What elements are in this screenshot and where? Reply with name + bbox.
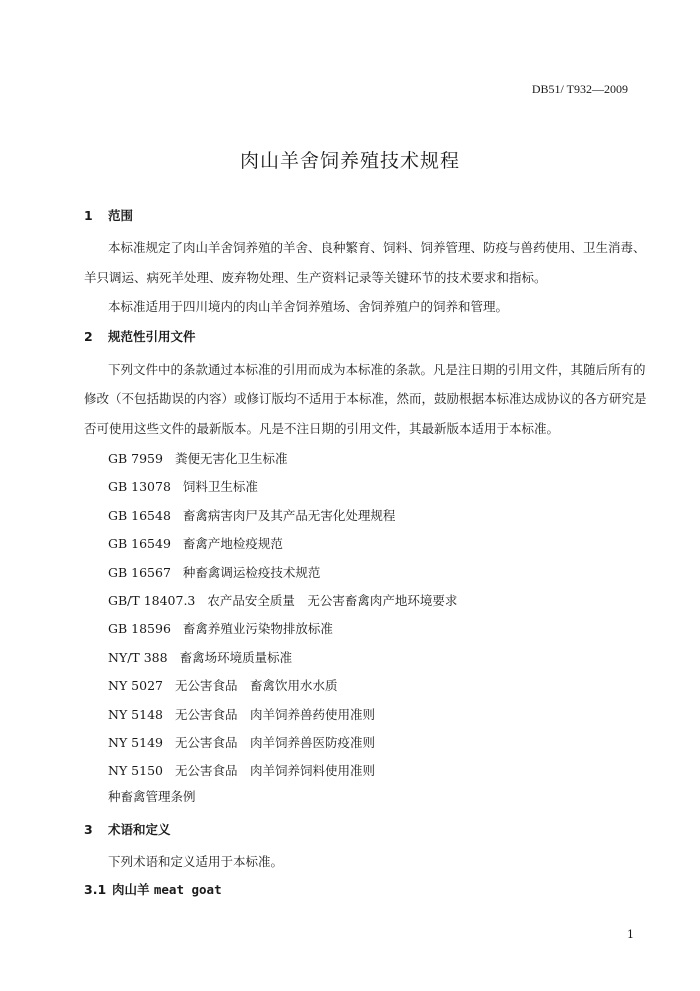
reference-title: 种畜禽调运检疫技术规范: [182, 565, 321, 580]
reference-item: [108, 534, 283, 552]
section-title: 范围: [108, 208, 134, 223]
reference-item: [108, 563, 320, 581]
section-2-heading: [84, 327, 196, 345]
reference-item: [108, 619, 333, 637]
reference-code: GB 16549: [108, 536, 171, 551]
reference-item: 种畜禽管理条例: [108, 789, 196, 804]
section-number: 2: [84, 329, 93, 344]
reference-title: 农产品安全质量 无公害畜禽肉产地环境要求: [207, 593, 458, 608]
paragraph-line: 修改（不包括勘误的内容）或修订版均不适用于本标准，然而，鼓励根据本标准达成协议的各方研究是: [84, 391, 647, 406]
reference-item: [108, 506, 395, 524]
document-code: DB51/ T932—2009: [531, 82, 628, 96]
reference-code: GB 16548: [108, 508, 171, 523]
reference-title: 畜禽养殖业污染物排放标准: [182, 621, 333, 636]
section-title: 规范性引用文件: [108, 329, 196, 344]
reference-item: [108, 477, 258, 495]
page-title: 肉山羊舍饲养殖技术规程: [239, 150, 460, 172]
reference-item: [108, 676, 338, 694]
reference-code: NY 5148: [108, 707, 163, 722]
term-en: meat goat: [153, 882, 222, 897]
reference-title: 无公害食品 肉羊饲养兽医防疫准则: [174, 735, 375, 750]
reference-code: NY 5150: [108, 763, 163, 778]
reference-title: 粪便无害化卫生标准: [174, 451, 288, 466]
reference-item: [108, 705, 375, 723]
reference-code: GB 16567: [108, 565, 171, 580]
paragraph-line: 羊只调运、病死羊处理、废弃物处理、生产资料记录等关键环节的技术要求和指标。: [84, 270, 547, 285]
reference-code: GB/T 18407.3: [108, 593, 196, 608]
page-number: 1: [627, 928, 634, 941]
reference-item: [108, 591, 457, 609]
reference-title: 无公害食品 肉羊饲养饲料使用准则: [174, 763, 375, 778]
paragraph-line: 本标准适用于四川境内的肉山羊舍饲养殖场、舍饲养殖户的饲养和管理。: [108, 299, 509, 314]
section-1-heading: [84, 206, 133, 224]
reference-code: GB 7959: [108, 451, 163, 466]
reference-item: [108, 761, 375, 779]
term-cn: 肉山羊: [112, 882, 150, 897]
reference-title: 饲料卫生标准: [182, 479, 258, 494]
reference-code: NY 5027: [108, 678, 163, 693]
reference-title: 畜禽产地检疫规范: [182, 536, 283, 551]
reference-title: 畜禽场环境质量标准: [179, 650, 293, 665]
reference-title: 无公害食品 肉羊饲养兽药使用准则: [174, 707, 375, 722]
reference-title: 畜禽病害肉尸及其产品无害化处理规程: [182, 508, 396, 523]
reference-code: GB 13078: [108, 479, 171, 494]
reference-code: NY/T 388: [108, 650, 168, 665]
term-3-1: [84, 880, 222, 898]
section-number: 1: [84, 208, 93, 223]
term-number: 3.1: [84, 882, 107, 897]
reference-title: 无公害食品 畜禽饮用水水质: [174, 678, 338, 693]
paragraph-line: 否可使用这些文件的最新版本。凡是不注日期的引用文件，其最新版本适用于本标准。: [84, 421, 560, 436]
paragraph-line: 下列术语和定义适用于本标准。: [108, 854, 284, 869]
paragraph-line: 下列文件中的条款通过本标准的引用而成为本标准的条款。凡是注日期的引用文件，其随后所有的: [108, 362, 646, 377]
reference-code: NY 5149: [108, 735, 163, 750]
reference-item: [108, 449, 287, 467]
reference-item: [108, 648, 292, 666]
paragraph-line: 本标准规定了肉山羊舍饲养殖的羊舍、良种繁育、饲料、饲养管理、防疫与兽药使用、卫生消毒、: [108, 240, 646, 255]
section-title: 术语和定义: [108, 822, 171, 837]
section-3-heading: [84, 820, 171, 838]
section-number: 3: [84, 822, 93, 837]
reference-item: [108, 733, 375, 751]
reference-code: GB 18596: [108, 621, 171, 636]
